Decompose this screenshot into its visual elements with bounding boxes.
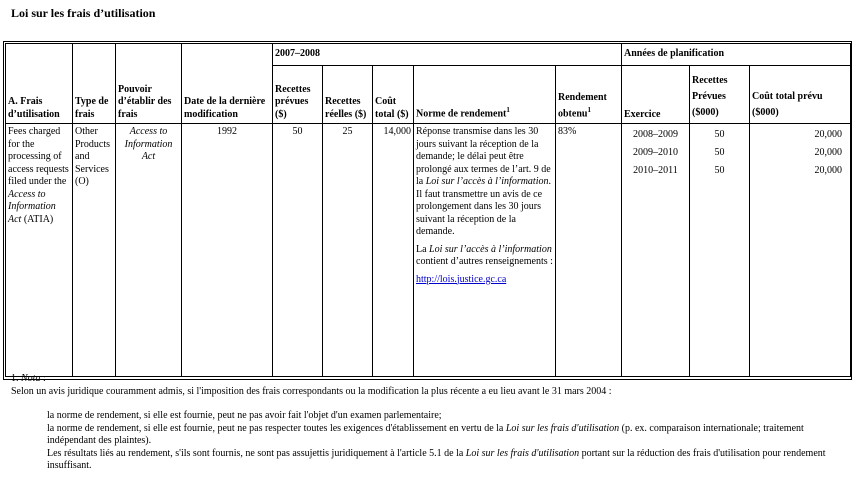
planning-year: 2010–2011 [633, 165, 678, 176]
footnote-line: la norme de rendement, si elle est fournie, peut ne pas respecter toutes les exigences d'établissement en vertu de la Loi sur les frais d'utilisation (p. ex. comparaison internationale; traitement indépendant des plaintes). [47, 422, 804, 446]
footnote-line: Les résultats liés au rendement, s'ils sont fournis, ne sont pas assujettis juridiquement à l'article 5.1 de la Loi sur les frais d'utilisation portant sur la réduction des frais d'utilisation pour rendement insuffisant. [47, 447, 826, 471]
justice-link[interactable]: http://lois.justice.gc.ca [416, 273, 507, 285]
cell-type: Other Products and Services (O) [73, 124, 116, 377]
planning-cost: 20,000 [814, 165, 843, 176]
header-norm: Norme de rendement$^1$ [414, 66, 556, 124]
footnote-line: la norme de rendement, si elle est fournie, peut ne pas avoir fait l'objet d'un examen parlementaire; [47, 410, 442, 421]
cell-rev-plan [690, 124, 750, 377]
footnote-line: Selon un avis juridique couramment admis, si l'imposition des frais correspondants ou la modification la plus récente a eu lieu avant le 31 mars 2004 : [11, 385, 612, 397]
cell-norm: Réponse transmise dans les 30 jours suivant la réception de la demande; le délai peut être prolongé aux termes de l’art. 9 de la Loi sur l’accès à l’information. Il faut transmettre un avis de ce prolongement dans les 30 jours suivant la réception de la demande. La Loi sur l’accès à l’information contient d’autres renseignements : http://lois.justice.gc.ca [414, 124, 556, 377]
header-cost-plan: Coût total prévu ($000) [750, 66, 851, 124]
planning-year: 2008–2009 [633, 129, 678, 140]
cell-cost-plan [750, 124, 851, 377]
header-rev-plan: Recettes Prévues ($000) [690, 66, 750, 124]
cell-result: 83% [556, 124, 622, 377]
planning-year: 2009–2010 [633, 147, 678, 158]
cell-date: 1992 [182, 124, 273, 377]
page-title: Loi sur les frais d’utilisation [11, 6, 156, 20]
cell-cost: 14,000 [373, 124, 414, 377]
header-date: Date de la dernière modification [182, 44, 273, 124]
user-fees-table [5, 43, 851, 377]
cell-exercice [622, 124, 690, 377]
header-cost: Coût total ($) [373, 66, 414, 124]
header-fees: A. Frais d’utilisation [6, 44, 73, 124]
cell-rev-prev: 50 [273, 124, 323, 377]
header-result: Rendement obtenu$^1$ [556, 66, 622, 124]
header-group-2007: 2007–2008 [273, 44, 622, 66]
cell-rev-real: 25 [323, 124, 373, 377]
header-rev-real: Recettes réelles ($) [323, 66, 373, 124]
header-group-planning: Années de planification [622, 44, 851, 66]
planning-revenue: 50 [714, 129, 725, 140]
planning-revenue: 50 [714, 165, 725, 176]
footnote-heading: 1. Nota : [11, 373, 46, 384]
header-type: Type de frais [73, 44, 116, 124]
header-power: Pouvoir d’établir des frais [116, 44, 182, 124]
cell-power: Access to Information Act [116, 124, 182, 377]
planning-revenue: 50 [714, 147, 725, 158]
header-exercice: Exercice [622, 66, 690, 124]
footnotes [11, 373, 841, 473]
header-rev-prev: Recettes prévues ($) [273, 66, 323, 124]
planning-cost: 20,000 [814, 129, 843, 140]
cell-fees: Fees charged for the processing of access requests filed under the Access to Information Act (ATIA) [6, 124, 73, 377]
planning-cost: 20,000 [814, 147, 843, 158]
table-row [6, 124, 851, 377]
